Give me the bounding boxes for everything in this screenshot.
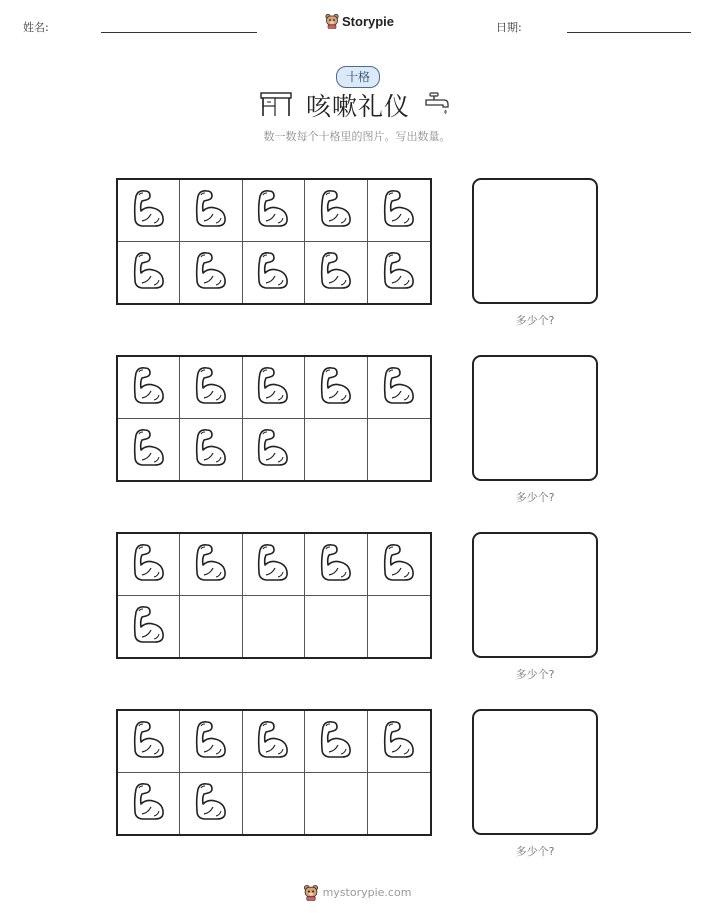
flexed-bicep-icon xyxy=(253,541,293,587)
ten-frame-cell xyxy=(180,711,242,773)
ten-frame-cell xyxy=(243,773,305,835)
ten-frame-cell xyxy=(180,596,242,658)
ten-frame-cell xyxy=(243,180,305,242)
ten-frame-cell xyxy=(305,419,367,481)
flexed-bicep-icon xyxy=(129,603,169,649)
flexed-bicep-icon xyxy=(129,780,169,826)
page-title: 咳嗽礼仪 xyxy=(306,92,411,121)
ten-frame-cell xyxy=(368,534,430,596)
ten-frame-cell xyxy=(368,180,430,242)
ten-frame-cell xyxy=(368,773,430,835)
ten-frame-cell xyxy=(118,773,180,835)
flexed-bicep-icon xyxy=(316,541,356,587)
ten-frame-cell xyxy=(180,357,242,419)
name-line[interactable] xyxy=(101,32,257,33)
flexed-bicep-icon xyxy=(253,249,293,295)
ten-frame-cell xyxy=(180,773,242,835)
ten-frame-cell xyxy=(305,242,367,304)
flexed-bicep-icon xyxy=(129,187,169,233)
ten-frame-cell xyxy=(305,596,367,658)
ten-frame-1 xyxy=(116,178,432,305)
answer-box-1[interactable] xyxy=(472,178,598,304)
flexed-bicep-icon xyxy=(316,364,356,410)
ten-frame-cell xyxy=(368,596,430,658)
how-many-label-3: 多少个? xyxy=(515,668,555,681)
footer xyxy=(0,884,714,901)
ten-frame-cell xyxy=(118,242,180,304)
ten-frame-2 xyxy=(116,355,432,482)
date-line[interactable] xyxy=(567,32,691,33)
flexed-bicep-icon xyxy=(379,249,419,295)
how-many-label-4: 多少个? xyxy=(515,845,555,858)
ten-frame-cell xyxy=(368,419,430,481)
how-many-label-2: 多少个? xyxy=(515,491,555,504)
ten-frame-cell xyxy=(368,711,430,773)
ten-frame-cell xyxy=(118,357,180,419)
answer-box-4[interactable] xyxy=(472,709,598,835)
flexed-bicep-icon xyxy=(129,364,169,410)
ten-frame-cell xyxy=(243,419,305,481)
flexed-bicep-icon xyxy=(191,780,231,826)
flexed-bicep-icon xyxy=(253,187,293,233)
ten-frame-3 xyxy=(116,532,432,659)
flexed-bicep-icon xyxy=(316,187,356,233)
flexed-bicep-icon xyxy=(191,364,231,410)
ten-frame-4 xyxy=(116,709,432,836)
ten-frame-cell xyxy=(118,419,180,481)
flexed-bicep-icon xyxy=(129,249,169,295)
ten-frame-cell xyxy=(368,242,430,304)
ten-frame-cell xyxy=(243,357,305,419)
ten-frame-cell xyxy=(243,711,305,773)
ten-frame-cell xyxy=(243,596,305,658)
faucet-icon xyxy=(424,91,452,117)
flexed-bicep-icon xyxy=(191,249,231,295)
flexed-bicep-icon xyxy=(191,426,231,472)
ten-frame-cell xyxy=(180,180,242,242)
flexed-bicep-icon xyxy=(253,426,293,472)
bear-mascot-icon xyxy=(325,13,339,29)
ten-frame-cell xyxy=(305,534,367,596)
answer-box-2[interactable] xyxy=(472,355,598,481)
ten-frame-badge: 十格 xyxy=(336,66,380,88)
flexed-bicep-icon xyxy=(316,249,356,295)
ten-frame-cell xyxy=(118,596,180,658)
ten-frame-cell xyxy=(305,180,367,242)
ten-frame-cell xyxy=(243,242,305,304)
flexed-bicep-icon xyxy=(129,541,169,587)
ten-frame-cell xyxy=(368,357,430,419)
ten-frame-cell xyxy=(305,711,367,773)
flexed-bicep-icon xyxy=(129,426,169,472)
answer-box-3[interactable] xyxy=(472,532,598,658)
ten-frame-cell xyxy=(305,773,367,835)
ten-frame-cell xyxy=(243,534,305,596)
flexed-bicep-icon xyxy=(191,718,231,764)
flexed-bicep-icon xyxy=(379,364,419,410)
flexed-bicep-icon xyxy=(316,718,356,764)
flexed-bicep-icon xyxy=(253,364,293,410)
ten-frame-cell xyxy=(180,534,242,596)
flexed-bicep-icon xyxy=(191,187,231,233)
how-many-label-1: 多少个? xyxy=(515,314,555,327)
ten-frame-cell xyxy=(180,242,242,304)
flexed-bicep-icon xyxy=(253,718,293,764)
ten-frame-cell xyxy=(118,711,180,773)
desk-icon xyxy=(259,90,293,118)
footer-url[interactable]: mystorypie.com xyxy=(322,886,412,899)
flexed-bicep-icon xyxy=(379,187,419,233)
brand-name: Storypie xyxy=(342,13,395,29)
instructions: 数一数每个十格里的图片。写出数量。 xyxy=(263,130,451,143)
brand-logo xyxy=(325,13,394,29)
ten-frame-cell xyxy=(180,419,242,481)
ten-frame-cell xyxy=(305,357,367,419)
ten-frame-cell xyxy=(118,534,180,596)
name-label: 姓名: xyxy=(23,21,49,34)
flexed-bicep-icon xyxy=(379,541,419,587)
flexed-bicep-icon xyxy=(379,718,419,764)
flexed-bicep-icon xyxy=(129,718,169,764)
bear-mascot-icon xyxy=(303,884,319,901)
flexed-bicep-icon xyxy=(191,541,231,587)
ten-frame-cell xyxy=(118,180,180,242)
date-label: 日期: xyxy=(496,21,522,34)
